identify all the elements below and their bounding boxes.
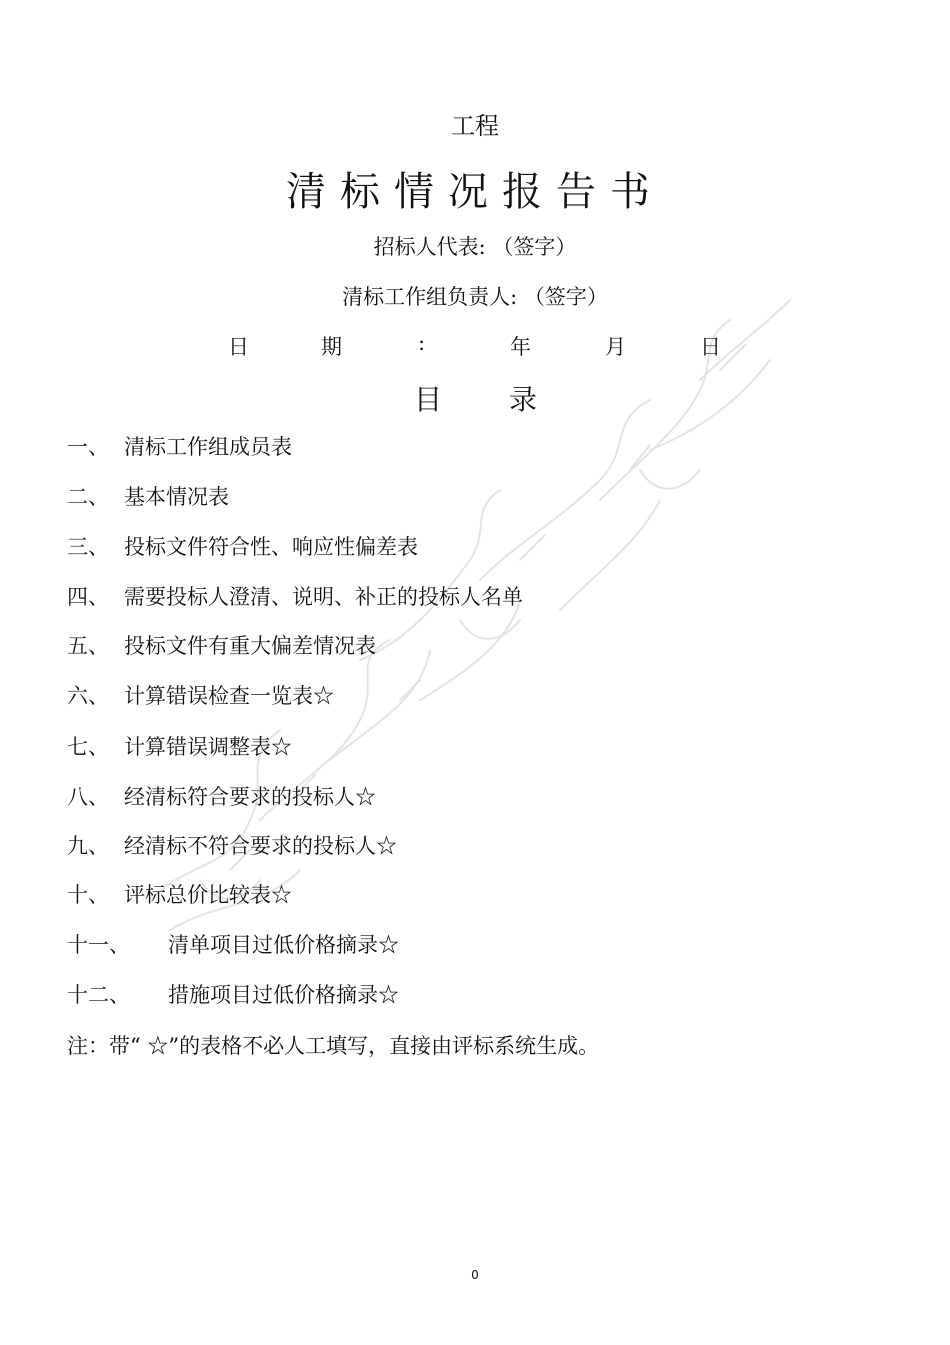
toc-item-label: 经清标不符合要求的投标人☆ xyxy=(124,834,397,858)
page-number: 0 xyxy=(471,1268,479,1282)
toc-item xyxy=(67,979,399,1009)
toc-item-label: 计算错误调整表☆ xyxy=(124,735,292,759)
toc-item-label: 计算错误检查一览表☆ xyxy=(124,684,334,708)
toc-item-number: 五、 xyxy=(67,634,109,658)
team-leader-signature-line: 清标工作组负责人: （签字） xyxy=(342,285,608,309)
toc-item-number: 十、 xyxy=(67,883,109,907)
document-title: 清标情况报告书 xyxy=(286,169,664,215)
toc-item-number: 八、 xyxy=(67,785,109,809)
date-day: 日 xyxy=(700,335,721,359)
toc-item-number: 九、 xyxy=(67,834,109,858)
date-label-char: 日 xyxy=(228,335,249,359)
toc-title-char: 录 xyxy=(509,383,538,416)
toc-item-label: 需要投标人澄清、说明、补正的投标人名单 xyxy=(124,585,523,609)
project-subtitle: 工程 xyxy=(451,112,499,140)
toc-item xyxy=(67,680,334,710)
toc-item-label: 投标文件符合性、响应性偏差表 xyxy=(124,535,418,559)
toc-item-label: 经清标符合要求的投标人☆ xyxy=(124,785,376,809)
toc-item xyxy=(67,929,399,959)
date-colon: : xyxy=(418,331,426,355)
toc-item xyxy=(67,731,292,761)
toc-item-label: 投标文件有重大偏差情况表 xyxy=(124,634,376,658)
tenderer-signature-line: 招标人代表: （签字） xyxy=(373,235,577,259)
date-label-char: 期 xyxy=(321,335,342,359)
toc-item-number: 一、 xyxy=(67,435,109,459)
toc-item-label: 清单项目过低价格摘录☆ xyxy=(168,933,399,957)
toc-item-number: 十二、 xyxy=(67,983,130,1007)
toc-item-number: 十一、 xyxy=(67,933,130,957)
toc-item-number: 六、 xyxy=(67,684,109,708)
toc-item-label: 措施项目过低价格摘录☆ xyxy=(168,983,399,1007)
toc-item-label: 清标工作组成员表 xyxy=(124,435,292,459)
toc-item xyxy=(67,431,292,461)
date-month: 月 xyxy=(605,335,626,359)
toc-item xyxy=(67,630,376,660)
toc-item xyxy=(67,879,292,909)
toc-item-label: 基本情况表 xyxy=(124,485,229,509)
toc-item-number: 三、 xyxy=(67,535,109,559)
date-year: 年 xyxy=(510,335,531,359)
toc-item xyxy=(67,481,229,511)
footnote: 注：带“ ☆”的表格不必人工填写，直接由评标系统生成。 xyxy=(67,1034,600,1058)
toc-item xyxy=(67,581,523,611)
toc-item xyxy=(67,531,418,561)
toc-item-number: 七、 xyxy=(67,735,109,759)
toc-item xyxy=(67,830,397,860)
toc-item-number: 四、 xyxy=(67,585,109,609)
toc-item xyxy=(67,781,376,811)
toc-item-number: 二、 xyxy=(67,485,109,509)
toc-item-label: 评标总价比较表☆ xyxy=(124,883,292,907)
toc-title-char: 目 xyxy=(414,383,443,416)
toc-title xyxy=(0,378,950,414)
